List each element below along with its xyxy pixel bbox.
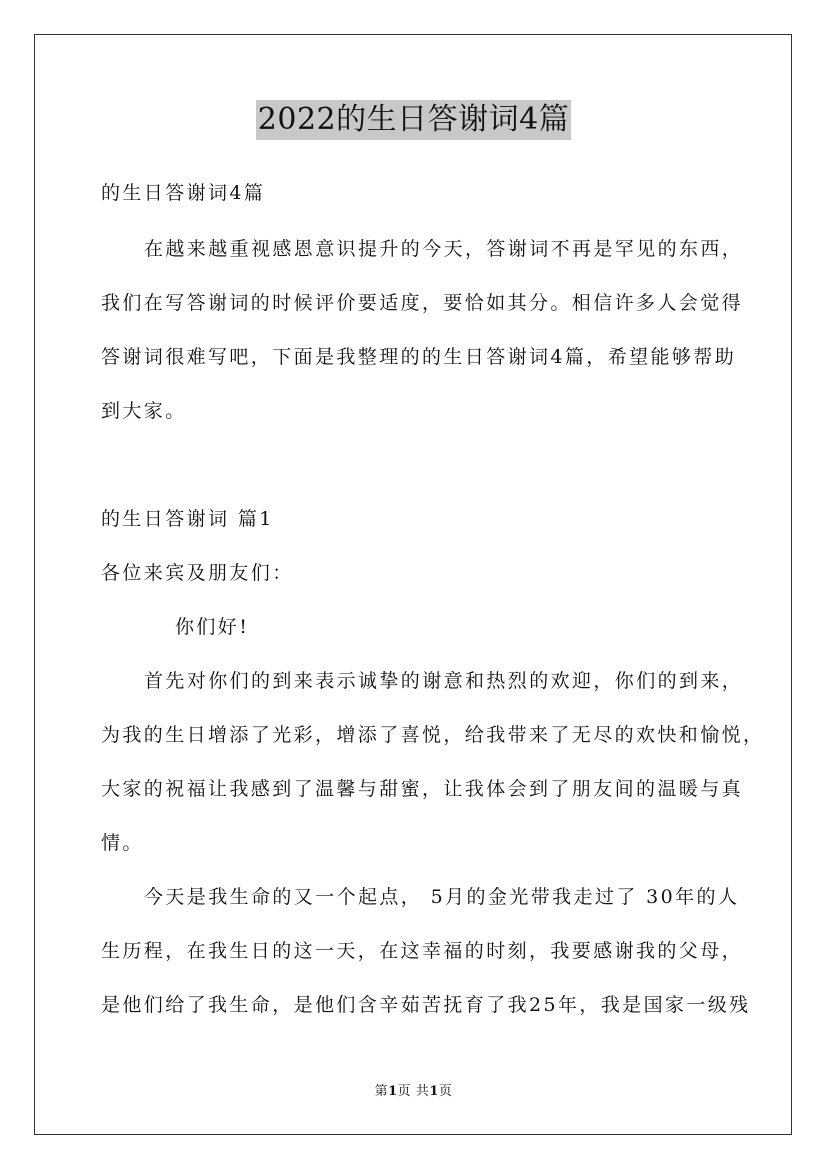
intro-line: 到大家。	[101, 400, 187, 422]
document-subtitle: 的生日答谢词4篇	[101, 182, 266, 204]
footer-page-number: 1	[388, 1084, 398, 1099]
paragraph-line: 大家的祝福让我感到了温馨与甜蜜，让我体会到了朋友间的温暖与真	[101, 778, 744, 800]
intro-line: 我们在写答谢词的时候评价要适度，要恰如其分。相信许多人会觉得	[101, 292, 744, 314]
footer-page-total: 1	[429, 1084, 439, 1099]
intro-line: 答谢词很难写吧，下面是我整理的的生日答谢词4篇，希望能够帮助	[101, 346, 737, 368]
section-heading: 的生日答谢词 篇1	[101, 508, 274, 530]
greeting: 你们好!	[175, 616, 250, 638]
intro-line: 在越来越重视感恩意识提升的今天，答谢词不再是罕见的东西，	[144, 238, 744, 260]
footer-mid: 页 共	[397, 1084, 430, 1099]
page-footer	[0, 1083, 827, 1101]
paragraph-line: 今天是我生命的又一个起点， 5月的金光带我走过了 30年的人	[144, 886, 740, 908]
paragraph-line: 首先对你们的到来表示诚挚的谢意和热烈的欢迎，你们的到来，	[144, 670, 744, 692]
document-title: 2022的生日答谢词4篇	[256, 100, 571, 140]
paragraph-line: 为我的生日增添了光彩，增添了喜悦，给我带来了无尽的欢快和愉悦，	[101, 724, 765, 746]
paragraph-line: 情。	[101, 832, 144, 854]
salutation: 各位来宾及朋友们：	[101, 562, 294, 584]
footer-prefix: 第	[374, 1084, 389, 1099]
footer-suffix: 页	[438, 1084, 453, 1099]
title-container	[0, 100, 827, 140]
paragraph-line: 是他们给了我生命，是他们含辛茹苦抚育了我25年，我是国家一级残	[101, 994, 751, 1016]
paragraph-line: 生历程，在我生日的这一天，在这幸福的时刻，我要感谢我的父母，	[101, 940, 744, 962]
